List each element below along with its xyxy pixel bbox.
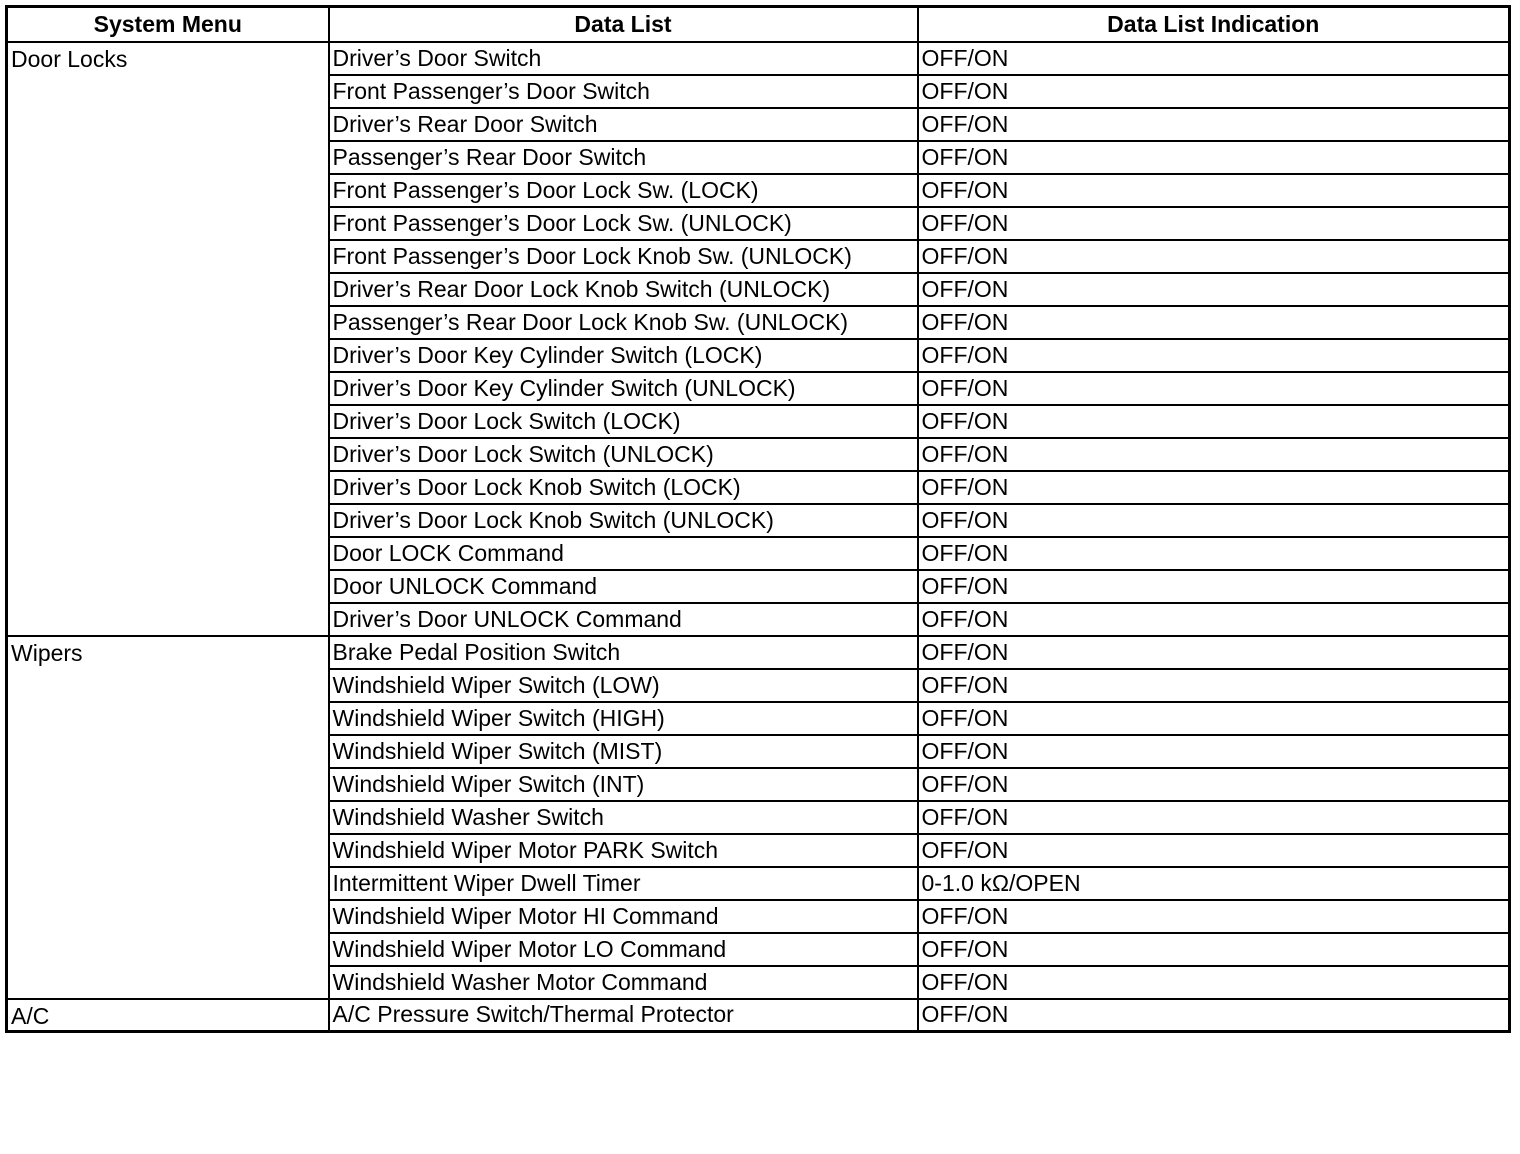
indication-cell: OFF/ON [918,636,1510,669]
data-list-cell: Windshield Wiper Switch (INT) [329,768,918,801]
header-data-list: Data List [329,7,918,42]
indication-cell: OFF/ON [918,669,1510,702]
indication-cell: OFF/ON [918,471,1510,504]
data-list-cell: Windshield Washer Switch [329,801,918,834]
indication-cell: OFF/ON [918,999,1510,1032]
indication-cell: OFF/ON [918,933,1510,966]
indication-cell: 0-1.0 kΩ/OPEN [918,867,1510,900]
data-list-cell: Driver’s Door Lock Switch (LOCK) [329,405,918,438]
header-data-list-indication: Data List Indication [918,7,1510,42]
data-list-cell: Passenger’s Rear Door Switch [329,141,918,174]
indication-cell: OFF/ON [918,372,1510,405]
data-list-cell: Driver’s Door Lock Knob Switch (LOCK) [329,471,918,504]
system-menu-cell: Wipers [7,636,329,999]
data-list-cell: Passenger’s Rear Door Lock Knob Sw. (UNLOCK) [329,306,918,339]
indication-cell: OFF/ON [918,207,1510,240]
header-system-menu: System Menu [7,7,329,42]
table-row [7,636,1510,669]
data-list-cell: Door UNLOCK Command [329,570,918,603]
indication-cell: OFF/ON [918,603,1510,636]
data-list-cell: Driver’s Door Switch [329,42,918,75]
indication-cell: OFF/ON [918,42,1510,75]
data-list-cell: Windshield Wiper Motor HI Command [329,900,918,933]
indication-cell: OFF/ON [918,174,1510,207]
indication-cell: OFF/ON [918,735,1510,768]
indication-cell: OFF/ON [918,504,1510,537]
data-list-cell: Windshield Wiper Motor LO Command [329,933,918,966]
indication-cell: OFF/ON [918,141,1510,174]
indication-cell: OFF/ON [918,240,1510,273]
data-list-cell: Windshield Wiper Switch (MIST) [329,735,918,768]
indication-cell: OFF/ON [918,273,1510,306]
data-list-cell: A/C Pressure Switch/Thermal Protector [329,999,918,1032]
data-list-cell: Door LOCK Command [329,537,918,570]
data-list-cell: Brake Pedal Position Switch [329,636,918,669]
data-list-cell: Driver’s Door Key Cylinder Switch (UNLOCK) [329,372,918,405]
data-list-cell: Driver’s Door Lock Switch (UNLOCK) [329,438,918,471]
system-menu-cell: A/C [7,999,329,1032]
data-list-cell: Front Passenger’s Door Lock Knob Sw. (UNLOCK) [329,240,918,273]
indication-cell: OFF/ON [918,405,1510,438]
indication-cell: OFF/ON [918,834,1510,867]
indication-cell: OFF/ON [918,537,1510,570]
table-row [7,42,1510,75]
table-row [7,999,1510,1032]
data-list-cell: Driver’s Door Key Cylinder Switch (LOCK) [329,339,918,372]
data-list-table [5,5,1511,1033]
data-list-cell: Front Passenger’s Door Lock Sw. (LOCK) [329,174,918,207]
data-list-cell: Driver’s Door Lock Knob Switch (UNLOCK) [329,504,918,537]
indication-cell: OFF/ON [918,801,1510,834]
indication-cell: OFF/ON [918,966,1510,999]
data-list-cell: Front Passenger’s Door Lock Sw. (UNLOCK) [329,207,918,240]
indication-cell: OFF/ON [918,438,1510,471]
indication-cell: OFF/ON [918,75,1510,108]
indication-cell: OFF/ON [918,339,1510,372]
indication-cell: OFF/ON [918,108,1510,141]
data-list-cell: Driver’s Rear Door Switch [329,108,918,141]
indication-cell: OFF/ON [918,768,1510,801]
data-list-cell: Windshield Wiper Switch (HIGH) [329,702,918,735]
data-list-cell: Windshield Washer Motor Command [329,966,918,999]
indication-cell: OFF/ON [918,702,1510,735]
data-list-cell: Driver’s Door UNLOCK Command [329,603,918,636]
system-menu-cell: Door Locks [7,42,329,636]
indication-cell: OFF/ON [918,570,1510,603]
header-row [7,7,1510,42]
data-list-cell: Driver’s Rear Door Lock Knob Switch (UNLOCK) [329,273,918,306]
data-list-cell: Front Passenger’s Door Switch [329,75,918,108]
indication-cell: OFF/ON [918,306,1510,339]
indication-cell: OFF/ON [918,900,1510,933]
data-list-cell: Intermittent Wiper Dwell Timer [329,867,918,900]
data-list-cell: Windshield Wiper Motor PARK Switch [329,834,918,867]
data-list-cell: Windshield Wiper Switch (LOW) [329,669,918,702]
